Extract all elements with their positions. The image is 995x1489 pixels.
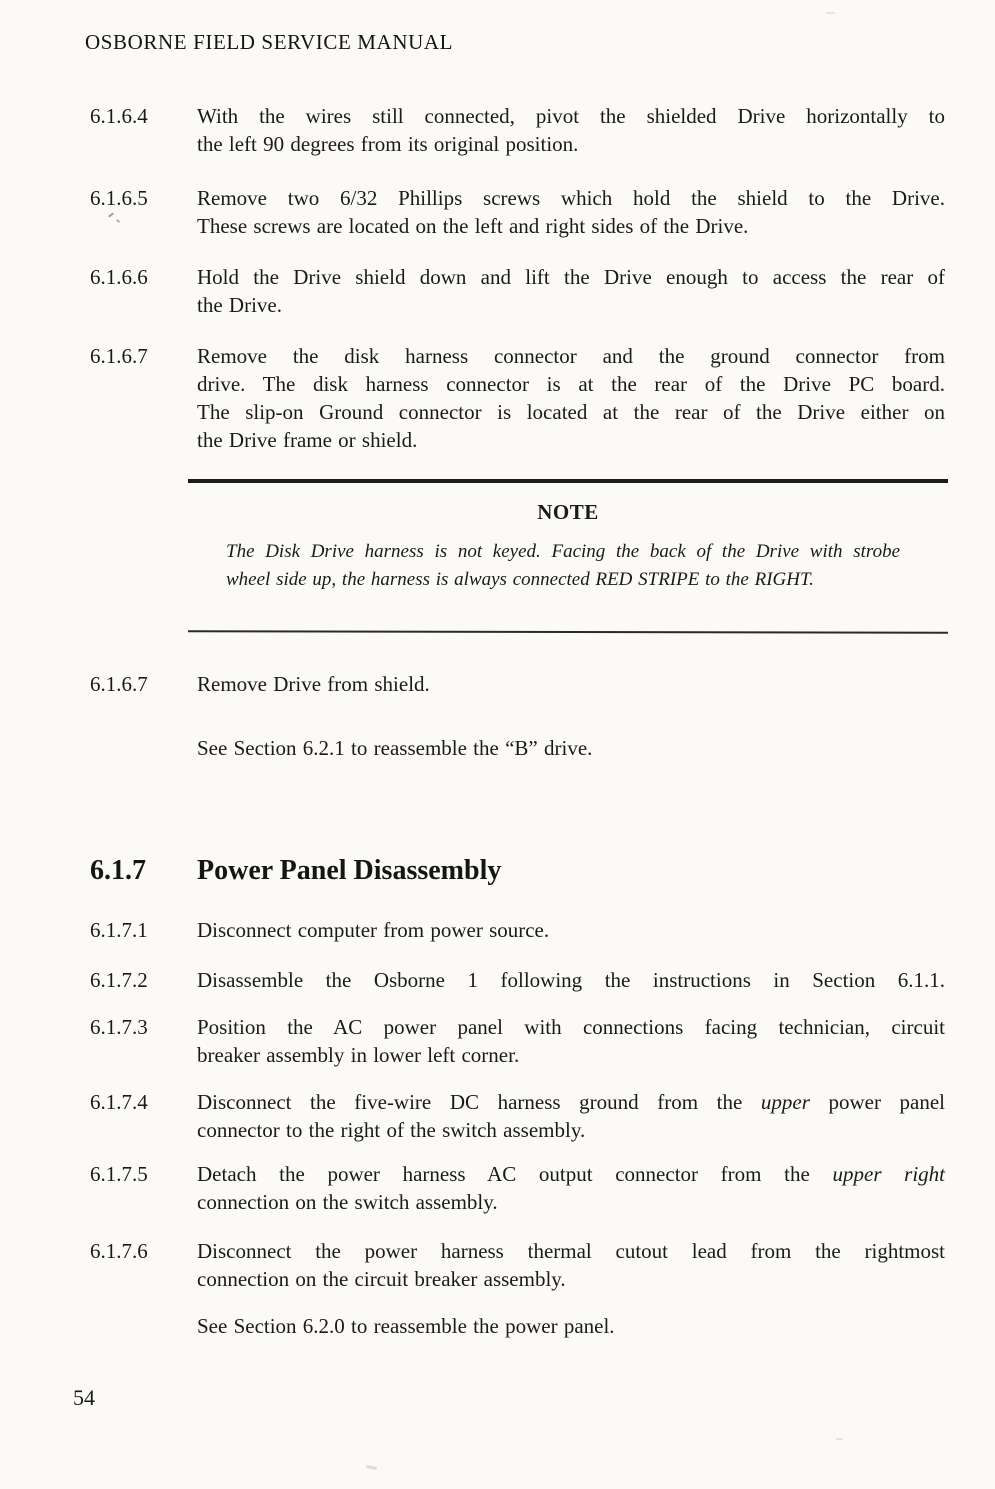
text-line: Disassemble the Osborne 1 following the instructions in Section 6.1.1. [197, 968, 945, 992]
text-line: The Disk Drive harness is not keyed. Facing the back of the Drive with strobe [226, 541, 900, 562]
step-text-segment: Detach the power harness AC output connector from the [197, 1162, 833, 1186]
text-line: Remove the disk harness connector and the ground connector from [197, 344, 945, 368]
step-6-1-6-6 [90, 263, 945, 319]
step-number: 6.1.7.1 [90, 918, 148, 942]
page-number: 54 [73, 1385, 95, 1410]
text-line: the Drive. [197, 293, 282, 317]
text-line: Remove Drive from shield. [197, 672, 430, 696]
note-title: NOTE [537, 500, 599, 524]
step-text [197, 1088, 945, 1144]
note-rule-bottom [188, 630, 948, 634]
text-line [197, 1088, 945, 1116]
text-line: connector to the right of the switch assembly. [197, 1118, 586, 1142]
step-text [197, 342, 945, 454]
step-6-1-7-4 [90, 1088, 945, 1144]
step-number: 6.1.7.4 [90, 1090, 148, 1114]
text-line: Disconnect the power harness thermal cutout lead from the rightmost [197, 1239, 945, 1263]
text-line: connection on the circuit breaker assembly. [197, 1267, 566, 1291]
note-box [188, 479, 948, 633]
section-heading-number: 6.1.7 [90, 855, 146, 886]
step-6-1-6-5 [90, 184, 945, 240]
text-line: connection on the switch assembly. [197, 1190, 498, 1214]
step-number: 6.1.7.6 [90, 1239, 148, 1263]
step-6-1-6-7 [90, 342, 945, 454]
text-line: drive. The disk harness connector is at the rear of the Drive PC board. [197, 372, 945, 396]
step-number: 6.1.6.5 [90, 186, 148, 210]
step-text-italic: upper right [832, 1162, 945, 1186]
step-text [197, 1013, 945, 1069]
step-number: 6.1.6.7 [90, 344, 148, 368]
step-text [197, 966, 945, 994]
text-line: the Drive frame or shield. [197, 428, 418, 452]
step-text-segment: power panel [809, 1090, 945, 1114]
step-number: 6.1.7.2 [90, 968, 148, 992]
scan-speck [826, 12, 835, 14]
step-6-1-7-3 [90, 1013, 945, 1069]
text-line: These screws are located on the left and right sides of the Drive. [197, 214, 749, 238]
text-line: wheel side up, the harness is always connected RED STRIPE to the RIGHT. [226, 569, 814, 590]
step-6-1-7-6 [90, 1237, 945, 1293]
step-6-1-7-2 [90, 966, 945, 994]
step-number: 6.1.7.5 [90, 1162, 148, 1186]
step-6-1-7-1 [90, 916, 945, 944]
step-6-1-7-5 [90, 1160, 945, 1216]
section-heading-617 [90, 854, 945, 888]
step-text [197, 670, 945, 698]
step-text [197, 184, 945, 240]
page-header: OSBORNE FIELD SERVICE MANUAL [85, 30, 454, 54]
text-line: Position the AC power panel with connections facing technician, circuit [197, 1015, 945, 1039]
step-text [197, 1237, 945, 1293]
step-text [197, 102, 945, 158]
step-text [197, 916, 945, 944]
text-line: the left 90 degrees from its original position. [197, 132, 579, 156]
note-body [226, 538, 900, 594]
text-line: Disconnect computer from power source. [197, 918, 550, 942]
text-line: With the wires still connected, pivot the shielded Drive horizontally to [197, 104, 945, 128]
section-heading-title: Power Panel Disassembly [197, 855, 502, 886]
step-6-1-6-7-remove [90, 670, 945, 698]
step-number: 6.1.6.6 [90, 265, 148, 289]
text-line: breaker assembly in lower left corner. [197, 1043, 520, 1067]
step-text [197, 1160, 945, 1216]
step-number: 6.1.6.4 [90, 104, 148, 128]
scan-speck [836, 1438, 843, 1440]
text-line [197, 1160, 945, 1188]
step-6-1-6-4 [90, 102, 945, 158]
scan-speck [366, 1465, 377, 1470]
step-number: 6.1.6.7 [90, 672, 148, 696]
see-section-621: See Section 6.2.1 to reassemble the “B” drive. [197, 736, 593, 760]
step-text [197, 263, 945, 319]
step-number: 6.1.7.3 [90, 1015, 148, 1039]
text-line: Hold the Drive shield down and lift the Drive enough to access the rear of [197, 265, 945, 289]
note-rule-top [188, 479, 948, 483]
see-section-620: See Section 6.2.0 to reassemble the power panel. [197, 1314, 615, 1338]
text-line: Remove two 6/32 Phillips screws which hold the shield to the Drive. [197, 186, 945, 210]
step-text-segment: Disconnect the five-wire DC harness ground from the [197, 1090, 761, 1114]
text-line: The slip-on Ground connector is located at the rear of the Drive either on [197, 400, 945, 424]
step-text-italic: upper [760, 1090, 810, 1114]
